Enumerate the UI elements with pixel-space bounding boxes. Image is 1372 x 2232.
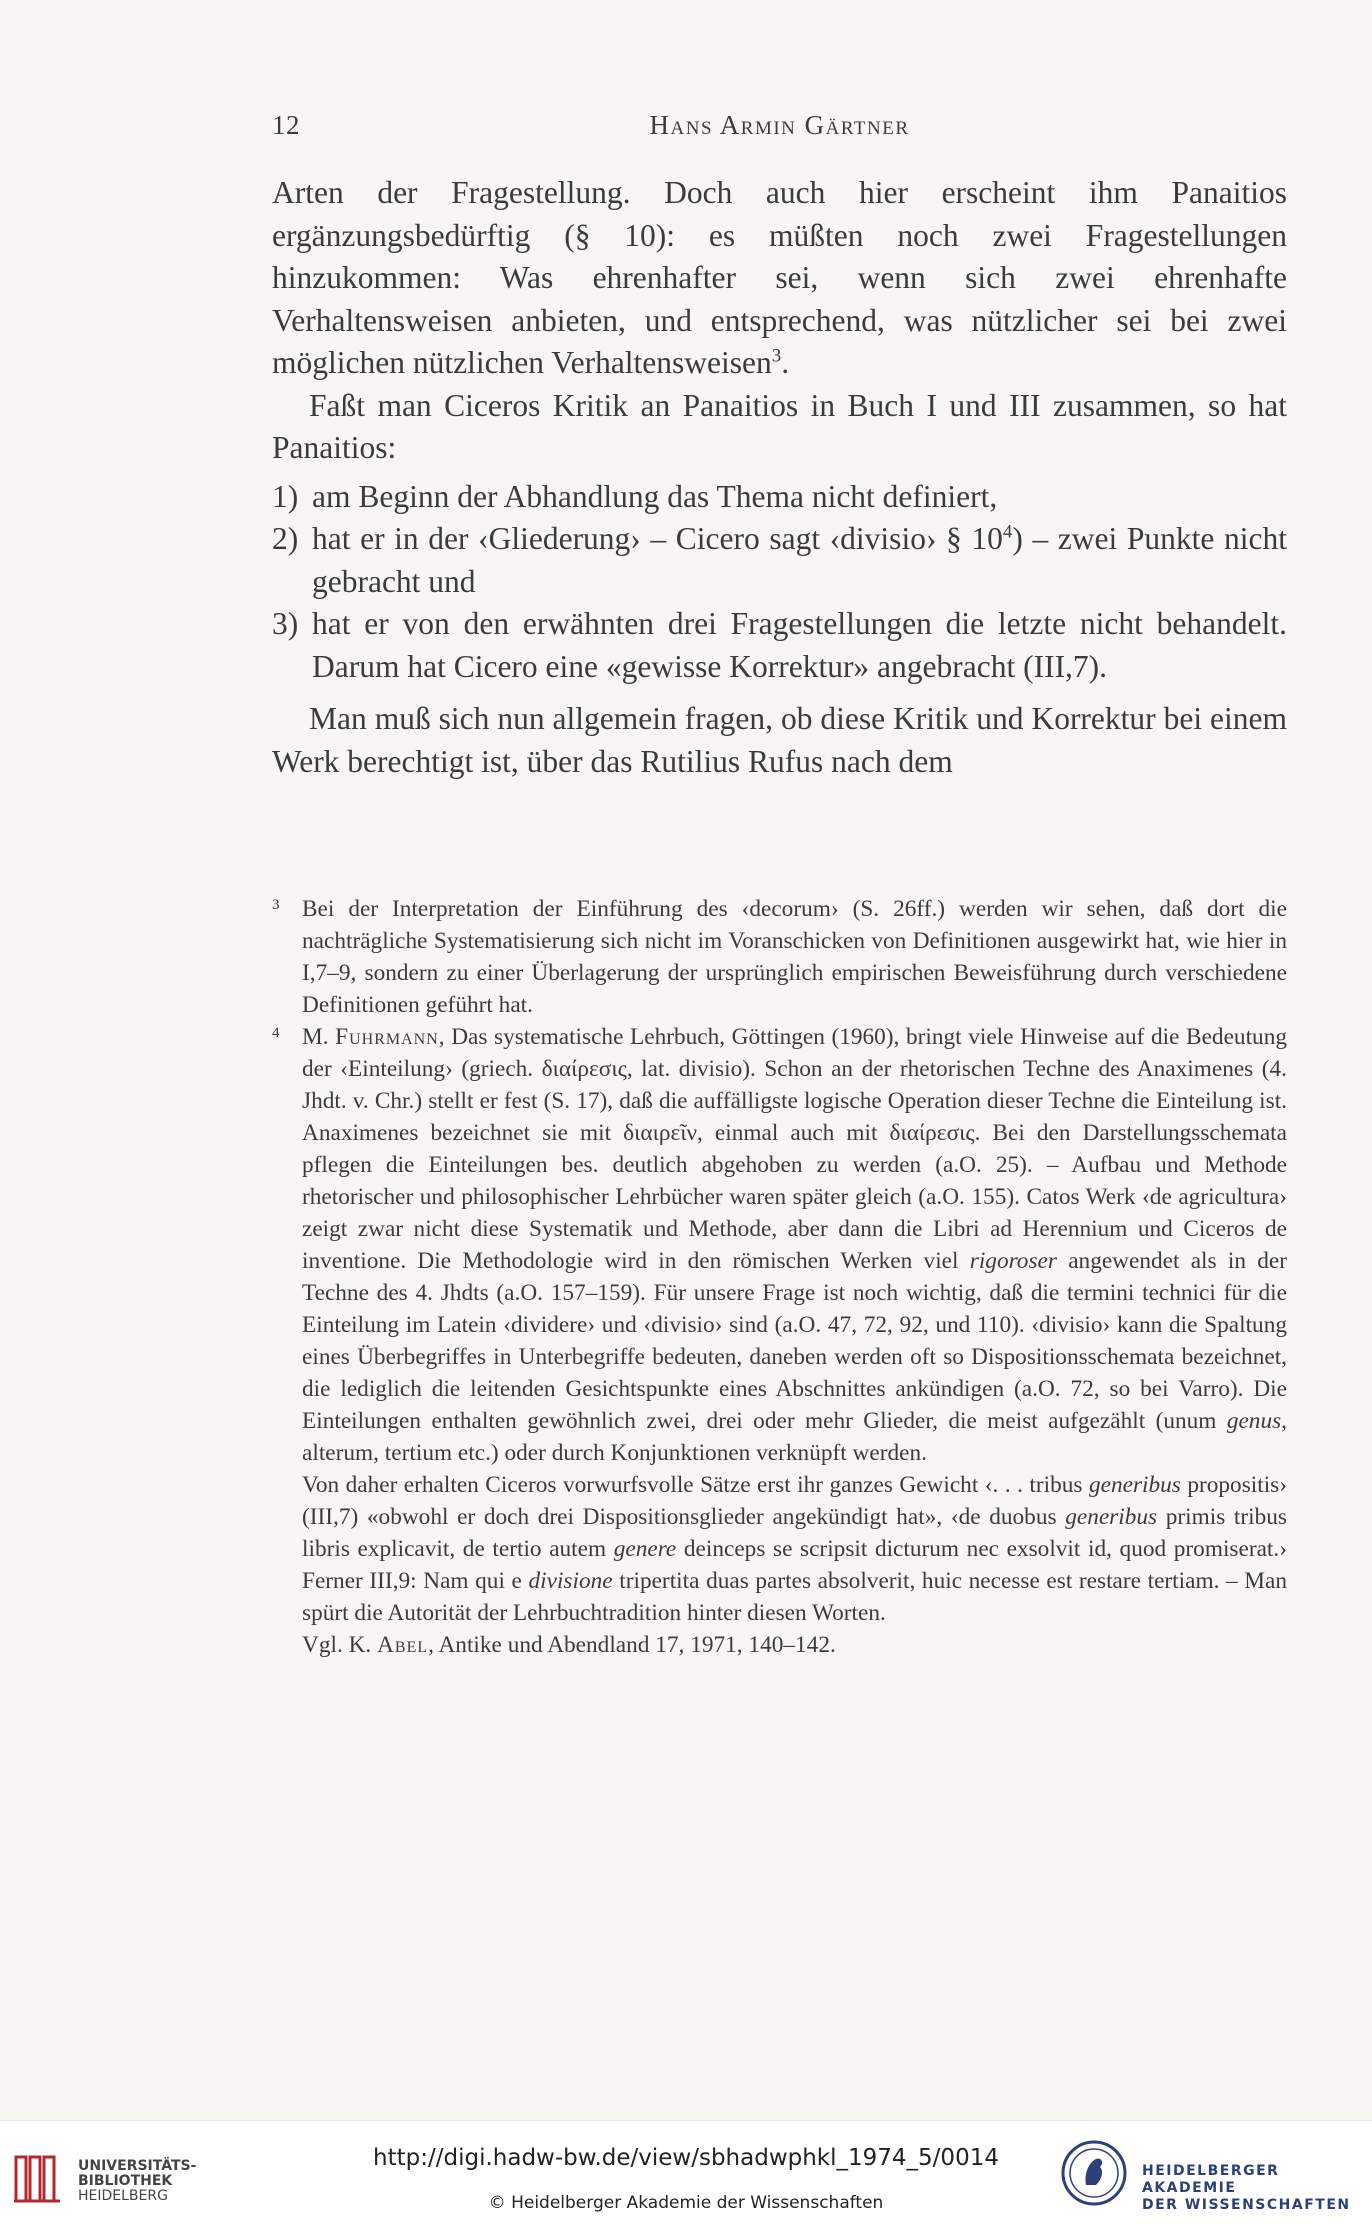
permalink-url[interactable]: http://digi.hadw-bw.de/view/sbhadwphkl_1974_5/0014 — [373, 2145, 999, 2171]
footnote-mark: 4 — [272, 1025, 280, 1041]
list-text: hat er in der ‹Gliederung› – Cicero sagt ‹divisio› § $10^4$) – zwei Punkte nicht gebracht und — [312, 521, 1287, 599]
list-number: 2) — [272, 521, 299, 556]
footnote-paragraph-3: Vgl. K. Abel, Antike und Abendland 17, 1971, 140–142. — [302, 1632, 836, 1658]
footnote-paragraph-2: Von daher erhalten Ciceros vorwurfsvolle Sätze erst ihr ganzes Gewicht ‹. . . tribus generibus propositis› (III,7) «obwohl er doch drei Dispositionsglieder angekündigt hat», ‹de duobus generibus primis tribus libris explicavit, de tertio autem genere deinceps se scripsit dicturum nec exsolvit id, quod promiserat.› Ferner III,9: Nam qui e divisione tripertita duas partes absolverit, huic necesse est restare tertiam. – Man spürt die Autorität der Lehrbuchtradition hinter diesen Worten. — [302, 1472, 1288, 1626]
footnote-paragraph-1: M. Fuhrmann, Das systematische Lehrbuch, Göttingen (1960), bringt viele Hinweise auf die Bedeutung der ‹Einteilung› (griech. διαίρεσις, lat. divisio). Schon an der rhetorischen Techne des Anaximenes (4. Jhdt. v. Chr.) stellt er fest (S. 17), daß die auffälligste logische Operation dieser Techne die Einteilung ist. Anaximenes bezeichnet sie mit διαιρεῖν, einmal auch mit διαίρεσις. Bei den Darstellungsschemata pflegen die Einteilungen bes. deutlich abgehoben zu werden (a.O. 25). – Aufbau und Methode rhetorischer und philosophischer Lehrbücher waren später gleich (a.O. 155). Catos Werk ‹de agricultura› zeigt zwar nicht diese Systematik und Methode, aber dann die Libri ad Herennium und Ciceros de inventione. Die Methodologie wird in den römischen Werken viel rigoroser angewendet als in der Techne des 4. Jhdts (a.O. 157–159). Für unsere Frage ist noch wichtig, daß die termini technici für die Einteilung im Latein ‹dividere› und ‹divisio› sind (a.O. 47, 72, 92, und 110). ‹divisio› kann die Spaltung eines Überbegriffes in Unterbegriffe bedeuten, daneben werden oft so Dispositionsschemata bezeichnet, die lediglich die leitenden Gesichtspunkte eines Abschnittes ankündigen (a.O. 72, so bei Varro). Die Einteilungen enthalten gewöhnlich zwei, drei oder mehr Glieder, die meist aufgezählt (unum genus, alterum, tertium etc.) oder durch Konjunktionen verknüpft werden. — [302, 1024, 1287, 1466]
list-number: 3) — [272, 606, 299, 641]
footnote-ref-3[interactable]: 3 — [771, 345, 782, 367]
page-number: 12 — [272, 110, 300, 140]
author-name: Abel — [377, 1632, 429, 1658]
viewer-footer — [0, 2120, 1372, 2232]
footnote-text: Bei der Interpretation der Einführung des ‹decorum› (S. 26ff.) werden wir sehen, daß dort die nachträgliche Systematisierung sich nicht im Voranschicken von Definitionen ausgewirkt hat, wie hier in I,7–9, sondern zu einer Überlagerung der ursprünglich empirischen Beweisführung durch verschiedene Definitionen geführt hat. — [302, 896, 1287, 1018]
academy-name[interactable]: HEIDELBERGER AKADEMIE DER WISSENSCHAFTEN — [1142, 2163, 1351, 2213]
footnote-mark: 3 — [272, 897, 280, 913]
page-header — [272, 110, 1287, 150]
list-number: 1) — [272, 478, 299, 514]
list-text: hat er von den erwähnten drei Fragestellungen die letzte nicht behandelt. Darum hat Cicero eine «gewisse Korrektur» angebracht (III,7). — [312, 606, 1287, 684]
academy-seal-icon[interactable] — [1060, 2139, 1128, 2207]
list-item-3 — [272, 603, 1287, 688]
footnote-3 — [272, 893, 1287, 1021]
numbered-list — [272, 476, 1287, 689]
library-name[interactable]: UNIVERSITÄTS- BIBLIOTHEK HEIDELBERG — [78, 2158, 197, 2204]
running-title: Hans Armin Gärtner — [649, 110, 910, 140]
list-item-1 — [272, 476, 1287, 519]
footnote-ref-4[interactable]: 4 — [1002, 521, 1013, 543]
paragraph-3: Man muß sich nun allgemein fragen, ob diese Kritik und Korrektur bei einem Werk berechtigt ist, über das Rutilius Rufus nach dem — [272, 701, 1287, 779]
copyright-notice: © Heidelberger Akademie der Wissenschaften — [488, 2193, 884, 2213]
list-text: am Beginn der Abhandlung das Thema nicht definiert, — [312, 478, 998, 514]
footnote-4 — [272, 1021, 1287, 1661]
list-item-2 — [272, 518, 1287, 603]
author-name: Fuhrmann — [335, 1024, 439, 1050]
paragraph-1: Arten der Fragestellung. Doch auch hier erscheint ihm Panaitios ergänzungsbedürftig (§ 10): es müßten noch zwei Fragestellungen hinzukommen: Was ehrenhafter sei, wenn sich zwei ehrenhafte Verhaltensweisen anbieten, und entsprechend, was nützlicher sei bei zwei möglichen nützlichen Verhaltensweisen$^3$. — [272, 175, 1287, 380]
body-text — [272, 172, 1287, 783]
footnotes — [272, 893, 1287, 1661]
paragraph-2: Faßt man Ciceros Kritik an Panaitios in Buch I und III zusammen, so hat Panaitios: — [272, 387, 1287, 465]
